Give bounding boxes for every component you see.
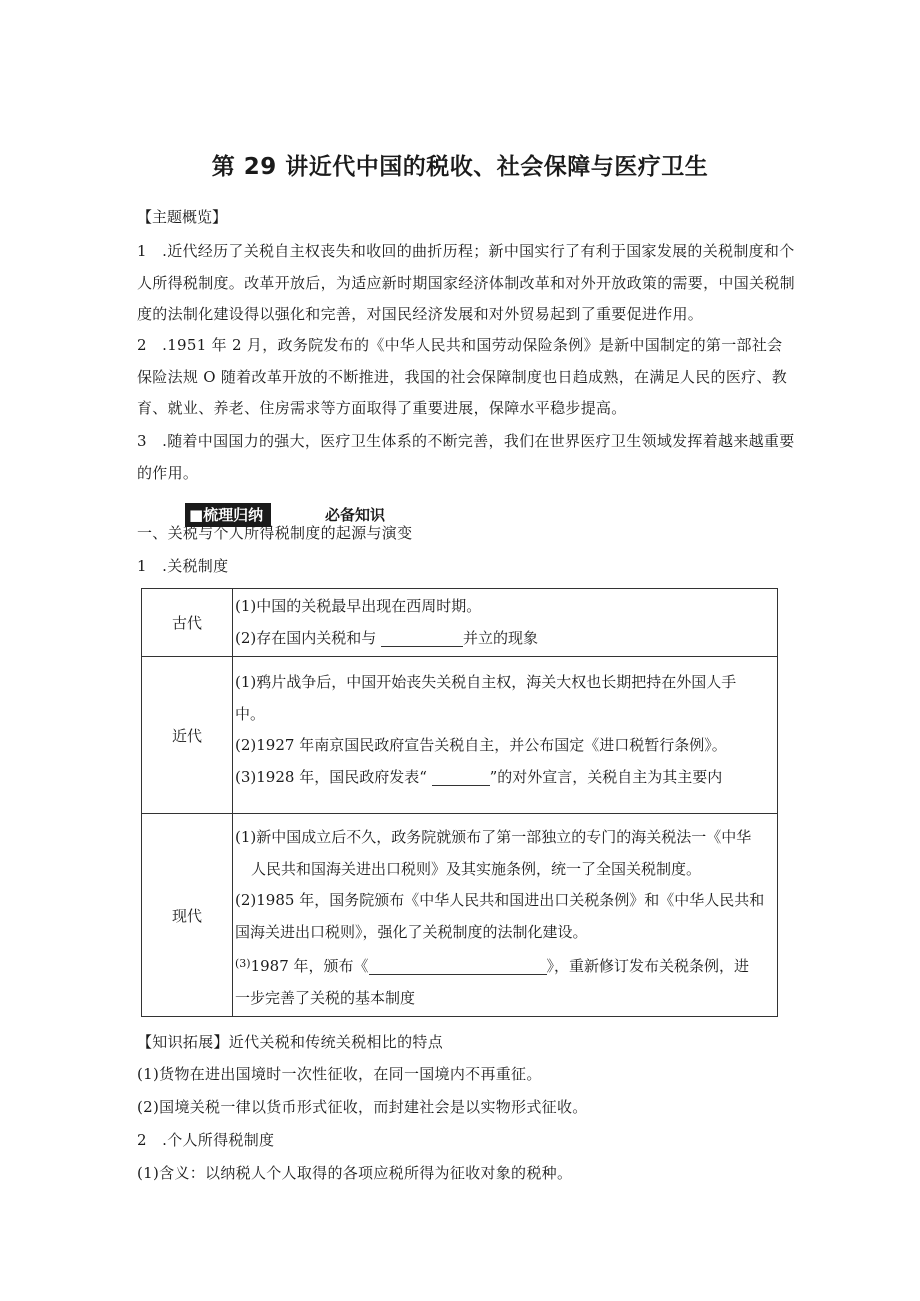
table-line: (3)1928 年，国民政府发表“ ”的对外宣言，关税自主为其主要内 (235, 767, 723, 786)
section1-sub1: 1 .关税制度 (137, 557, 229, 575)
table-line: (2)1985 年，国务院颁布《中华人民共和国进出口关税条例》和《中华人民共和 (235, 891, 765, 909)
fill-blank (432, 767, 490, 786)
era-cell: 古代 (142, 589, 233, 657)
table-line: 人民共和国海关进出口税则》及其实施条例，统一了全国关税制度。 (251, 859, 702, 878)
table-line: (1)新中国成立后不久，政务院就颁布了第一部独立的专门的海关税法一《中华 (235, 828, 752, 846)
section1-sub2: 2 .个人所得税制度 (137, 1131, 275, 1149)
extension-heading: 【知识拓展】近代关税和传统关税相比的特点 (137, 1033, 444, 1051)
table-row (142, 589, 778, 657)
extension-item-2: (2)国境关税一律以货币形式征收，而封建社会是以实物形式征收。 (137, 1098, 588, 1116)
page-title: 第 29 讲近代中国的税收、社会保障与医疗卫生 (211, 154, 709, 180)
table-line: 国海关进出口税则》，强化了关税制度的法制化建设。 (235, 922, 588, 941)
fill-blank (369, 956, 547, 975)
overview-item-1: 1 .近代经历了关税自主权丧失和收回的曲折历程；新中国实行了有利于国家发展的关税制度和个人所得税制度。改革开放后，为适应新时期国家经济体制改革和对外开放政策的需要，中国关税制度的法制化建设得以强化和完善，对国民经济发展和对外贸易起到了重要促进作用。 (137, 242, 795, 323)
summary-tag: ■梳理归纳 (185, 503, 271, 527)
overview-item-2: 2 .1951 年 2 月，政务院发布的《中华人民共和国劳动保险条例》是新中国制定的第一部社会保险法规 O 随着改革开放的不断推进，我国的社会保障制度也日趋成熟，在满足人民的医疗、教育、就业、养老、住房需求等方面取得了重要进展，保障水平稳步提高。 (137, 336, 788, 417)
table-row (142, 814, 778, 1017)
table-line: (1)鸦片战争后，中国开始丧失关税自主权，海关大权也长期把持在外国人手 (235, 673, 737, 691)
table-line: $^{(3)}$1987 年，颁布《 》，重新修订发布关税条例，进 (235, 957, 750, 975)
content-cell (233, 814, 778, 1017)
fill-blank (381, 628, 463, 647)
overview-heading: 【主题概览】 (137, 208, 228, 226)
tariff-table (141, 588, 778, 1017)
table-line: (2)存在国内关税和与 并立的现象 (235, 628, 539, 647)
table-line: (1)中国的关税最早出现在西周时期。 (235, 597, 482, 615)
table-line: 中。 (235, 704, 266, 723)
era-cell: 近代 (142, 657, 233, 814)
content-cell (233, 657, 778, 814)
overview-item-3: 3 .随着中国国力的强大，医疗卫生体系的不断完善，我们在世界医疗卫生领域发挥着越来越重要的作用。 (137, 432, 795, 482)
extension-item-1: (1)货物在进出国境时一次性征收，在同一国境内不再重征。 (137, 1065, 542, 1083)
essential-knowledge-tag: 必备知识 (325, 506, 386, 524)
table-line: (2)1927 年南京国民政府宣告关税自主，并公布国定《进口税暂行条例》。 (235, 736, 727, 754)
table-line: 一步完善了关税的基本制度 (235, 988, 416, 1007)
era-cell: 现代 (142, 814, 233, 1017)
sub2-item-1: (1)含义：以纳税人个人取得的各项应税所得为征收对象的税种。 (137, 1164, 573, 1182)
content-cell (233, 589, 778, 657)
table-row (142, 657, 778, 814)
section1-heading: 一、关税与个人所得税制度的起源与演变 (137, 524, 413, 542)
